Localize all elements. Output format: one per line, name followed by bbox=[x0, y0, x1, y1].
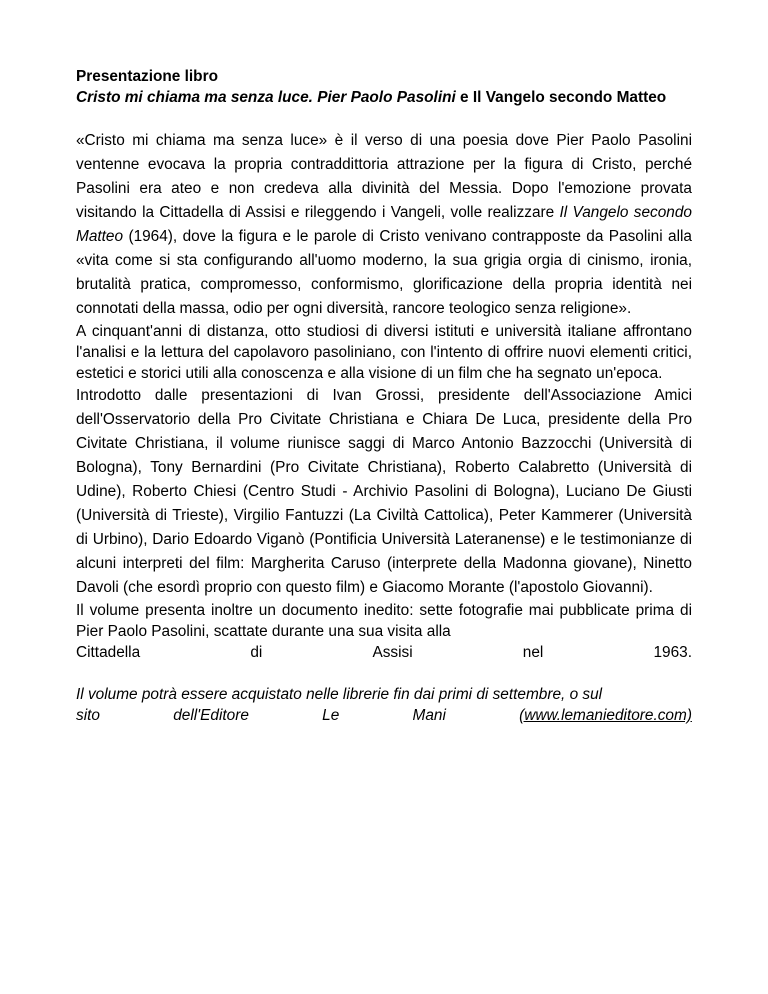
photos-last-line bbox=[76, 642, 692, 663]
word: Cittadella bbox=[76, 644, 141, 661]
word: nel bbox=[522, 644, 544, 661]
word: dell'Editore bbox=[173, 707, 249, 724]
film-title: Il Vangelo secondo Matteo bbox=[76, 204, 692, 245]
document-page bbox=[76, 66, 692, 726]
paragraph-photos bbox=[76, 600, 692, 642]
book-title bbox=[76, 87, 692, 108]
closing-note bbox=[76, 684, 692, 726]
book-title-and: e bbox=[455, 89, 473, 106]
word: Assisi bbox=[372, 644, 413, 661]
word: sito bbox=[76, 707, 100, 724]
intro-text-start: «Cristo mi chiama ma senza luce» è il verso di una poesia dove Pier Paolo Pasolini ventenne evocava la propria contraddittoria attrazione per la figura di Cristo, perché Pasolini era ateo e non credeva alla divinità del Messia. Dopo l'emozione provata visitando la Cittadella di Assisi e rileggendo i Vangeli, volle realizzare bbox=[76, 132, 692, 221]
paragraph-contributors: Introdotto dalle presentazioni di Ivan Grossi, presidente dell'Associazione Amici dell'Osservatorio della Pro Civitate Christiana e Chiara De Luca, presidente della Pro Civitate Christiana, il volume riunisce saggi di Marco Antonio Bazzocchi (Università di Bologna), Tony Bernardini (Pro Civitate Christiana), Roberto Calabretto (Università di Udine), Roberto Chiesi (Centro Studi - Archivio Pasolini di Bologna), Luciano De Giusti (Università di Trieste), Virgilio Fantuzzi (La Civiltà Cattolica), Peter Kammerer (Università di Urbino), Dario Edoardo Viganò (Pontificia Università Lateranense) e le testimonianze di alcuni interpreti del film: Margherita Caruso (interprete della Madonna giovane), Ninetto Davoli (che esordì proprio con questo film) e Giacomo Morante (l'apostolo Giovanni). bbox=[76, 387, 692, 596]
word: 1963. bbox=[653, 644, 692, 661]
paragraph-intro bbox=[76, 129, 692, 321]
paragraph-studies: A cinquant'anni di distanza, otto studiosi di diversi istituti e università italiane affrontano l'analisi e la lettura del capolavoro pasoliniano, con l'intento di offrire nuovi elementi critici, estetici e storici utili alla conoscenza e alla visione di un film che ha segnato un'epoca. bbox=[76, 323, 692, 382]
spacer bbox=[76, 108, 692, 129]
spacer bbox=[76, 663, 692, 684]
closing-line: Il volume potrà essere acquistato nelle librerie fin dai primi di settembre, o sul bbox=[76, 686, 603, 703]
closing-last-line bbox=[76, 705, 692, 726]
word: Mani bbox=[412, 707, 446, 724]
publisher-link[interactable]: (www.lemanieditore.com) bbox=[519, 707, 692, 724]
book-title-italic: Cristo mi chiama ma senza luce. Pier Paolo Pasolini bbox=[76, 89, 456, 106]
word: Le bbox=[322, 707, 340, 724]
heading-label: Presentazione libro bbox=[76, 68, 218, 85]
document-heading bbox=[76, 66, 692, 108]
word: di bbox=[250, 644, 263, 661]
intro-text-end: (1964), dove la figura e le parole di Cristo venivano contrapposte da Pasolini alla «vita come si sta configurando all'uomo moderno, la sua grigia orgia di cinismo, ironia, brutalità pratica, compromesso, conformismo, glorificazione della propria identità nei connotati della massa, odio per ogni diversità, rancore teologico senza religione». bbox=[76, 228, 692, 317]
book-title-rest: Il Vangelo secondo Matteo bbox=[472, 89, 667, 106]
photos-text: Il volume presenta inoltre un documento inedito: sette fotografie mai pubblicate prima di Pier Paolo Pasolini, scattate durante una sua visita alla bbox=[76, 602, 692, 640]
